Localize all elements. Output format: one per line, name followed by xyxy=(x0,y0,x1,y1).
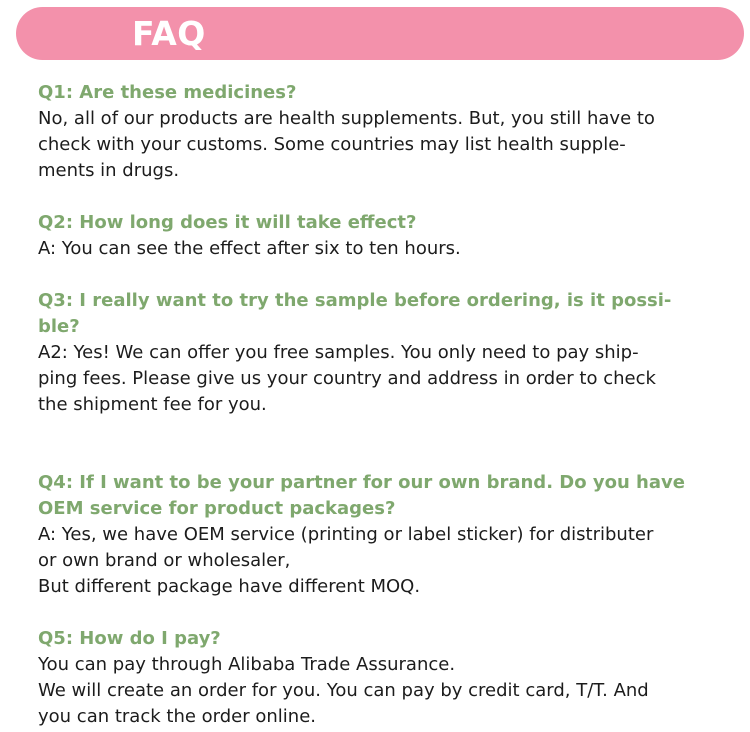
faq-question: Q2: How long does it will take effect? xyxy=(38,212,417,233)
faq-answer-line: No, all of our products are health supplements. But, you still have to xyxy=(38,108,655,129)
faq-answer-line: A: Yes, we have OEM service (printing or label sticker) for distributer xyxy=(38,524,654,545)
faq-answer-line: the shipment fee for you. xyxy=(38,394,267,415)
faq-question-continued: ble? xyxy=(38,316,80,337)
faq-answer-line: We will create an order for you. You can pay by credit card, T/T. And xyxy=(38,680,649,701)
faq-answer-line: or own brand or wholesaler, xyxy=(38,550,291,571)
faq-answer-line: check with your customs. Some countries may list health supple- xyxy=(38,134,626,155)
faq-item-5 xyxy=(38,626,728,730)
faq-title: FAQ xyxy=(132,14,206,53)
faq-answer-line: A: You can see the effect after six to ten hours. xyxy=(38,238,461,259)
faq-question: Q4: If I want to be your partner for our own brand. Do you have xyxy=(38,472,685,493)
faq-item-2 xyxy=(38,210,728,262)
faq-item-4 xyxy=(38,470,728,600)
faq-question: Q3: I really want to try the sample before ordering, is it possi- xyxy=(38,290,672,311)
faq-answer-line: ments in drugs. xyxy=(38,160,180,181)
faq-answer-line: But different package have different MOQ. xyxy=(38,576,421,597)
faq-answer-line: A2: Yes! We can offer you free samples. You only need to pay ship- xyxy=(38,342,639,363)
faq-answer-line: you can track the order online. xyxy=(38,706,316,727)
faq-answer-line: You can pay through Alibaba Trade Assurance. xyxy=(38,654,456,675)
faq-banner xyxy=(16,7,744,60)
faq-answer-line: ping fees. Please give us your country and address in order to check xyxy=(38,368,656,389)
faq-question: Q5: How do I pay? xyxy=(38,628,221,649)
faq-item-1 xyxy=(38,80,728,184)
faq-question: Q1: Are these medicines? xyxy=(38,82,297,103)
faq-item-3 xyxy=(38,288,728,418)
faq-question-continued: OEM service for product packages? xyxy=(38,498,396,519)
